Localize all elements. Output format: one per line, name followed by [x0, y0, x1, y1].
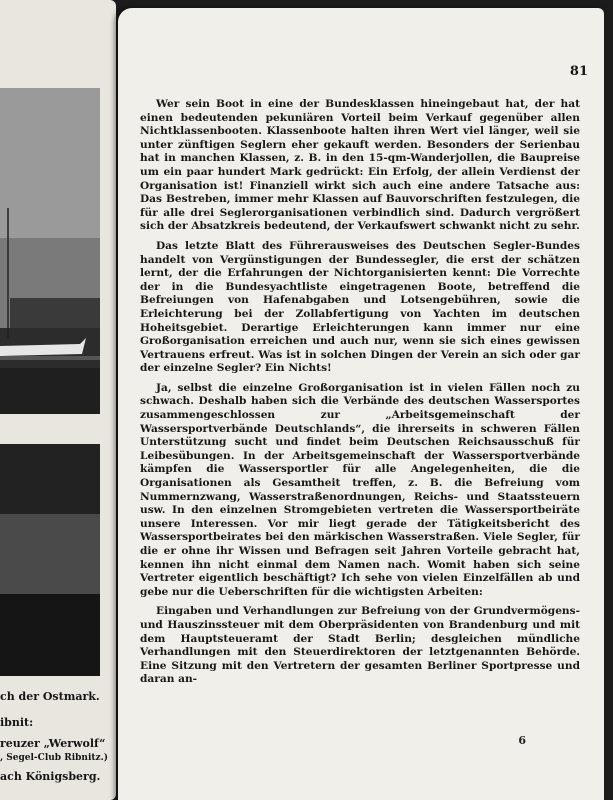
left-caption-line: , Segel-Club Ribnitz.) [0, 753, 109, 763]
harbor-photo [0, 88, 100, 414]
paragraph: Ja, selbst die einzelne Großorganisation ist in vielen Fällen noch zu schwach. Deshalb haben sich die Verbände des deutschen Wassersportes zusammengeschlossen zur „Arbeitsgemeinschaft der Wassersportverbände Deutschlands“, die ihrerseits in schweren Fällen Unterstützung sucht und findet beim Deutschen Reichsausschuß für Leibesübungen. In der Arbeitsgemeinschaft der Wassersportverbände kämpfen die Wassersportler für alle Angelegenheiten, die die Organisationen als Gesamtheit treffen, z. B. die Befreiung vom Nummernzwang, Wasserstraßenordnungen, Reichs- und Staatssteuern usw. In den einzelnen Stromgebieten vertreten die Wassersportbeiräte unsere Interessen. Vor mir liegt gerade der Tätigkeitsbericht des Wassersportbeirates bei den märkischen Wasserstraßen. Viele Segler, für die er ohne ihr Wissen und Befragen seit Jahren Vorteile gebracht hat, kennen ihn nicht einmal dem Namen nach. Womit haben sich seine Vertreter eigentlich beschäftigt? Ich sehe von vielen Einzelfällen ab und gebe nur die Ueberschriften für die wichtigsten Arbeiten: [140, 381, 580, 598]
harbor-photo-graphic [0, 88, 100, 414]
left-caption-line: ach Königsberg. [0, 770, 101, 783]
body-text [140, 98, 580, 687]
paragraph: Eingaben und Verhandlungen zur Befreiung von der Grundvermögens- und Hauszinssteuer mit dem Oberpräsidenten von Brandenburg und mit dem Hauptsteueramt der Stadt Berlin; desgleichen mündliche Verhandlungen mit den Steuerdirektoren der letztgenannten Behörde. Eine Sitzung mit den Vertretern der gesamten Berliner Sportpresse und daran an- [140, 605, 580, 686]
left-caption-line: ch der Ostmark. [0, 690, 100, 703]
left-caption-line: ibnit: [0, 716, 34, 729]
left-page [0, 0, 116, 800]
paragraph: Das letzte Blatt des Führerausweises des Deutschen Segler-Bundes handelt von Vergünstigungen der Bundessegler, die erst der schätzen lernt, der die Erfahrungen der Nichtorganisierten kennt: Die Vorrechte der in die Bundesyachtliste eingetragenen Boote, betreffend die Befreiungen von Hafenabgaben und Lotsengebühren, sowie die Erleichterung bei der Zollabfertigung von Yachten im deutschen Hoheitsgebiet. Derartige Erleichterungen kann immer nur eine Großorganisation erreichen und auch nur, wenn sie sich eines gewissen Vertrauens erfreut. Was ist in solchen Dingen der Verein an sich oder gar der einzelne Segler? Ein Nichts! [140, 239, 580, 375]
signature-mark: 6 [518, 734, 526, 747]
left-caption-line: reuzer „Werwolf“ [0, 737, 106, 750]
water-photo-graphic [0, 444, 100, 676]
right-page [118, 8, 604, 800]
water-photo [0, 444, 100, 676]
page-number: 81 [569, 64, 588, 79]
paragraph: Wer sein Boot in eine der Bundesklassen hineingebaut hat, der hat einen bedeutenden pekuniären Vorteil beim Verkauf gegenüber allen Nichtklassenbooten. Klassenboote halten ihren Wert viel länger, weil sie unter zünftigen Seglern eher gekauft werden. Besonders der Serienbau hat in manchen Klassen, z. B. in den 15-qm-Wanderjollen, die Baupreise um ein paar hundert Mark gedrückt: Ein Erfolg, der allein Verdienst der Organisation ist! Finanziell wirkt sich auch eine andere Tatsache aus: Das Bestreben, immer mehr Klassen auf Bauvorschriften festzulegen, die für alle drei Seglerorganisationen verbindlich sind. Dadurch vergrößert sich der Absatzkreis bedeutend, der Verkaufswert schwankt nicht zu sehr. [140, 98, 580, 233]
